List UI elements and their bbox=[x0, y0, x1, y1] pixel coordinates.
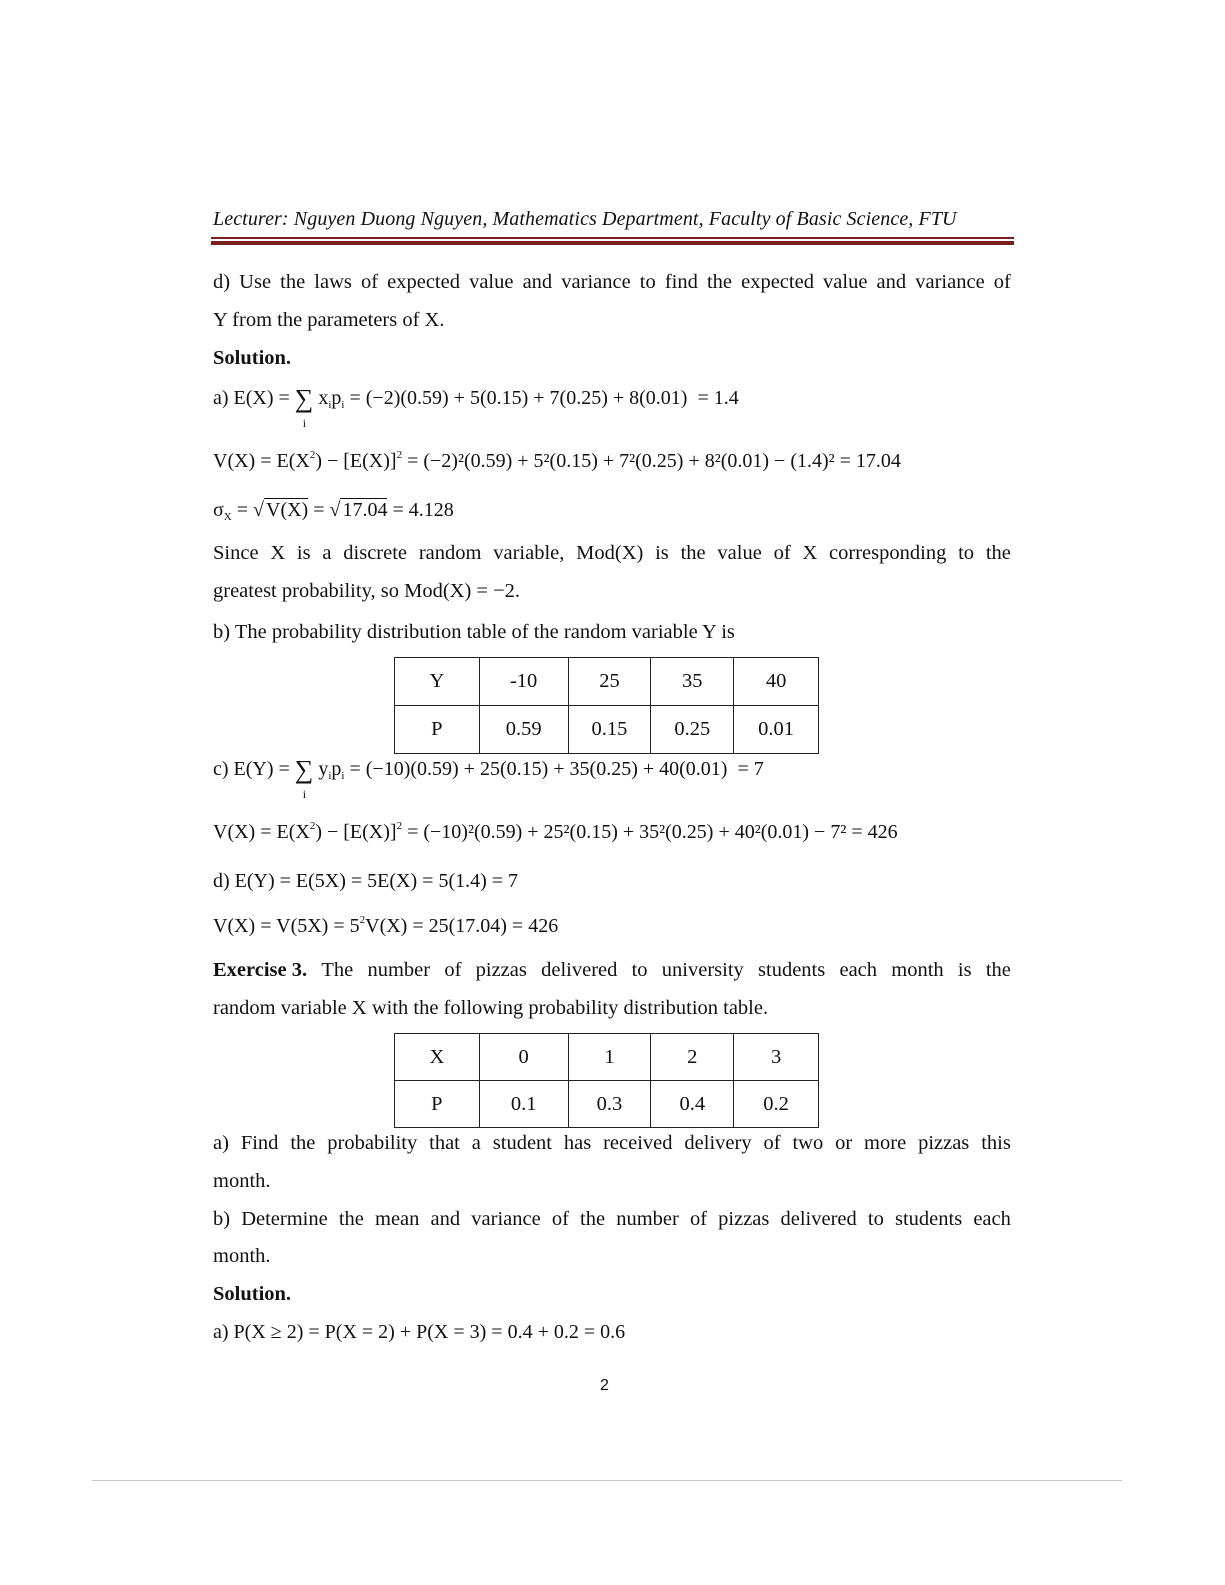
table-cell: 0.15 bbox=[568, 706, 651, 754]
word: delivered bbox=[541, 959, 618, 981]
word: a) bbox=[213, 1132, 229, 1154]
table-row bbox=[395, 1081, 819, 1128]
word: discrete bbox=[343, 542, 408, 564]
word: delivery bbox=[684, 1132, 752, 1154]
word: laws bbox=[314, 271, 352, 293]
equation-variance-y: $V(X) = E(X^2) - [E(X)]^2 = (-10)^2(0.59) + 25^2(0.15) + 35^2(0.25) + 40^2(0.01) - 7^2 = 426$ bbox=[213, 820, 898, 843]
table-row bbox=[395, 706, 819, 754]
word: variance bbox=[471, 1208, 541, 1230]
word: month bbox=[891, 959, 944, 981]
word: of bbox=[551, 1208, 569, 1230]
word: variable, bbox=[493, 542, 565, 564]
word: a bbox=[471, 1132, 481, 1154]
word: of bbox=[993, 271, 1011, 293]
exercise-3-line2: random variable X with the following probability distribution table. bbox=[213, 997, 769, 1019]
word: value bbox=[469, 271, 514, 293]
page-number: 2 bbox=[600, 1377, 609, 1394]
word: pizzas bbox=[918, 1132, 970, 1154]
word: of bbox=[444, 959, 462, 981]
table-cell: 2 bbox=[651, 1034, 734, 1081]
word: variance bbox=[915, 271, 985, 293]
equation-expected-x: a) E(X) = ∑ i $x_ip_i = (-2)(0.59) + 5(0.15) + 7(0.25) + 8(0.01) = 1.4$ bbox=[213, 384, 739, 430]
question-b-line2: month. bbox=[213, 1245, 271, 1267]
table-cell: -10 bbox=[479, 658, 568, 706]
word: number bbox=[616, 1208, 679, 1230]
table-y-distribution bbox=[394, 657, 819, 754]
word: value bbox=[717, 542, 762, 564]
table-cell: 0.25 bbox=[651, 706, 734, 754]
mode-text-line2: greatest probability, so Mod(X) = −2. bbox=[213, 580, 521, 602]
word: of bbox=[763, 1132, 781, 1154]
word: each bbox=[839, 959, 878, 981]
equation-std-dev: $\sigma_X$ = √ V(X) = √ 17.04 = 4.128 bbox=[213, 499, 454, 523]
word: to bbox=[867, 1208, 884, 1230]
equation-d-variance: $V(X) = V(5X) = 5^2V(X) = 25(17.04) = 426$ bbox=[213, 914, 559, 937]
table-cell: Y bbox=[395, 658, 480, 706]
word: university bbox=[661, 959, 744, 981]
word: a bbox=[322, 542, 332, 564]
word: d) bbox=[213, 271, 231, 293]
page-header: Lecturer: Nguyen Duong Nguyen, Mathematics Department, Faculty of Basic Science, FTU bbox=[213, 208, 957, 230]
word: this bbox=[981, 1132, 1011, 1154]
word: student bbox=[492, 1132, 552, 1154]
part-d-question-line2: Y from the parameters of X. bbox=[213, 309, 445, 331]
word: probability bbox=[327, 1132, 418, 1154]
part-d-question-line1 bbox=[213, 270, 1011, 294]
word: delivered bbox=[780, 1208, 857, 1230]
word: corresponding bbox=[829, 542, 947, 564]
word: students bbox=[758, 959, 826, 981]
word: the bbox=[706, 271, 733, 293]
table-cell: 40 bbox=[734, 658, 819, 706]
word: the bbox=[680, 542, 706, 564]
mode-text-line1 bbox=[213, 541, 1011, 565]
word: pizzas bbox=[718, 1208, 770, 1230]
table-x-distribution bbox=[394, 1033, 819, 1128]
word: the bbox=[338, 1208, 364, 1230]
word: variance bbox=[561, 271, 631, 293]
table-cell: 1 bbox=[568, 1034, 651, 1081]
header-rule-thick bbox=[211, 241, 1014, 245]
word: random bbox=[418, 542, 482, 564]
word: is bbox=[957, 959, 972, 981]
word: Mod(X) bbox=[576, 542, 644, 564]
table-cell: 0 bbox=[479, 1034, 568, 1081]
word: that bbox=[429, 1132, 460, 1154]
exercise-3-line1: Exercise 3. The number of pizzas delivered to university students each month is the bbox=[213, 959, 1011, 981]
word: Find bbox=[240, 1132, 279, 1154]
word: Since bbox=[213, 542, 259, 564]
word: is bbox=[655, 542, 669, 564]
table-cell: 0.3 bbox=[568, 1081, 651, 1128]
table-row bbox=[395, 658, 819, 706]
word: each bbox=[973, 1208, 1011, 1230]
word: the bbox=[985, 542, 1011, 564]
word: or bbox=[835, 1132, 853, 1154]
word: X bbox=[802, 542, 818, 564]
word: received bbox=[603, 1132, 673, 1154]
word: to bbox=[958, 542, 975, 564]
equation-variance-x: $V(X) = E(X^2) - [E(X)]^2 = (-2)^2(0.59) + 5^2(0.15) + 7^2(0.25) + 8^2(0.01) - (1.4)^2 = 17.04$ bbox=[213, 449, 901, 472]
table-row bbox=[395, 1034, 819, 1081]
word: two bbox=[792, 1132, 824, 1154]
word: of bbox=[773, 542, 791, 564]
word: and bbox=[522, 271, 553, 293]
word: mean bbox=[375, 1208, 420, 1230]
word: more bbox=[864, 1132, 907, 1154]
sum-symbol: ∑ i bbox=[294, 384, 314, 430]
question-a-line2: month. bbox=[213, 1170, 271, 1192]
equation-expected-y: c) E(Y) = ∑ i $y_ip_i = (-10)(0.59) + 25(0.15) + 35(0.25) + 40(0.01) = 7$ bbox=[213, 755, 764, 801]
word: students bbox=[894, 1208, 963, 1230]
sum-symbol: ∑ i bbox=[294, 755, 314, 801]
word: Determine bbox=[241, 1208, 328, 1230]
word: to bbox=[639, 271, 656, 293]
question-b-line1 bbox=[213, 1207, 1011, 1231]
word: expected bbox=[387, 271, 460, 293]
solution-heading: Solution. bbox=[213, 347, 292, 369]
question-a-line1 bbox=[213, 1131, 1011, 1155]
word: pizzas bbox=[475, 959, 527, 981]
table-cell: 25 bbox=[568, 658, 651, 706]
table-cell: 0.2 bbox=[734, 1081, 819, 1128]
table-cell: 0.01 bbox=[734, 706, 819, 754]
table-cell: 3 bbox=[734, 1034, 819, 1081]
table-cell: X bbox=[395, 1034, 480, 1081]
word: expected bbox=[741, 271, 814, 293]
word: X bbox=[270, 542, 286, 564]
equation-d-expected: d) E(Y) = E(5X) = 5E(X) = 5(1.4) = 7 bbox=[213, 870, 519, 892]
word: and bbox=[876, 271, 907, 293]
footer-divider bbox=[92, 1480, 1122, 1481]
word: the bbox=[280, 271, 306, 293]
word: the bbox=[290, 1132, 316, 1154]
table-cell: P bbox=[395, 706, 480, 754]
word: of bbox=[689, 1208, 708, 1230]
table-cell: 0.59 bbox=[479, 706, 568, 754]
table-cell: 35 bbox=[651, 658, 734, 706]
word: find bbox=[664, 271, 698, 293]
word: of bbox=[360, 271, 379, 293]
equation-probability: a) P(X ≥ 2) = P(X = 2) + P(X = 3) = 0.4 + 0.2 = 0.6 bbox=[213, 1321, 626, 1343]
part-b-text: b) The probability distribution table of the random variable Y is bbox=[213, 621, 735, 643]
word: the bbox=[985, 959, 1011, 981]
table-cell: 0.4 bbox=[651, 1081, 734, 1128]
word: to bbox=[631, 959, 648, 981]
table-cell: 0.1 bbox=[479, 1081, 568, 1128]
word: The bbox=[321, 959, 354, 981]
word: is bbox=[296, 542, 311, 564]
word: number bbox=[367, 959, 431, 981]
header-rule-thin bbox=[211, 237, 1014, 239]
word: the bbox=[580, 1208, 606, 1230]
solution-heading-2: Solution. bbox=[213, 1283, 292, 1305]
word: has bbox=[563, 1132, 592, 1154]
word: Use bbox=[239, 271, 272, 293]
word: b) bbox=[213, 1208, 231, 1230]
word: value bbox=[823, 271, 868, 293]
word: and bbox=[430, 1208, 461, 1230]
table-cell: P bbox=[395, 1081, 480, 1128]
